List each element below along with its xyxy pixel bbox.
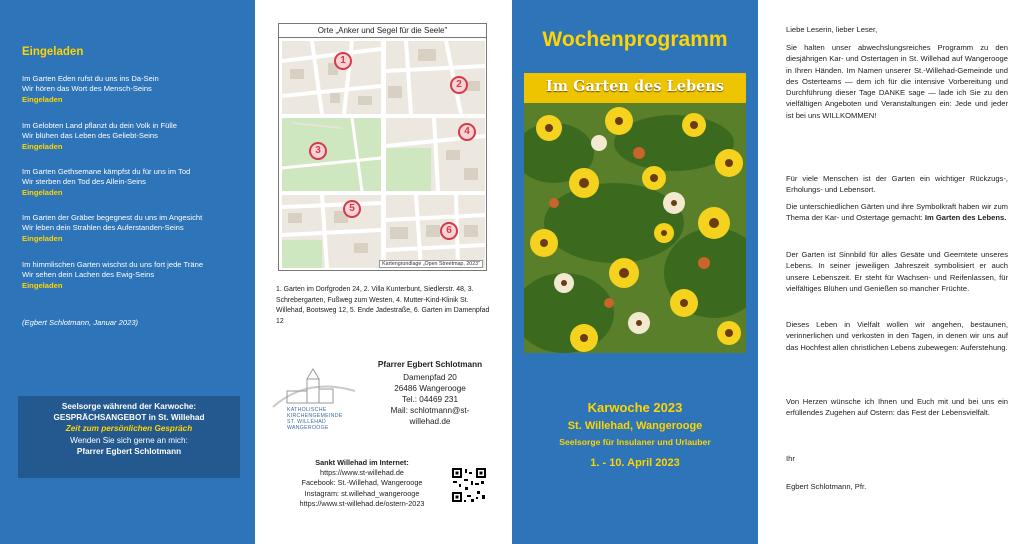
location-map (278, 23, 487, 271)
map-pin-6[interactable]: 6 (440, 222, 458, 240)
cover-subtitle: Seelsorge für Insulaner und Urlauber (559, 437, 711, 447)
stanza-line: Im Garten Gethsemane kämpfst du für uns im Tod (22, 167, 191, 176)
letter-paragraph (786, 201, 1008, 224)
stanza-line: Im Gelobten Land pflanzt du dein Volk in Fülle (22, 121, 177, 130)
letter-closing: Ihr (786, 454, 795, 463)
seelsorge-box (18, 396, 240, 478)
stanza-line: Im Garten der Gräber begegnest du uns im Angesicht (22, 213, 203, 222)
map-tile (386, 195, 485, 268)
cover-banner: Im Garten des Lebens (545, 78, 725, 95)
qr-code-icon[interactable] (451, 467, 487, 503)
logo-line: ST. WILLEHAD (287, 419, 327, 425)
poem-stanza (22, 167, 190, 198)
logo-line: KIRCHENGEMEINDE (287, 413, 343, 419)
map-panel (255, 0, 512, 544)
cover-week: Karwoche 2023 (587, 400, 683, 415)
flower-field-image (524, 73, 746, 353)
letter-panel (758, 0, 1024, 544)
stanza-invitation: Eingeladen (22, 141, 63, 151)
stanza-line: Wir sehen dein Lachen des Ewig-Seins (22, 270, 155, 280)
seelsorge-italic: Zeit zum persönlichen Gespräch (65, 424, 193, 434)
poem-stanza (22, 213, 202, 244)
contact-phone: Tel.: 04469 231 (402, 395, 458, 404)
map-pin-4[interactable]: 4 (458, 123, 476, 141)
letter-paragraph: Von Herzen wünsche ich Ihnen und Euch mit und bei uns ein erfüllendes Zugehen auf Ostern: das Fest der Lebensvielfalt. (786, 397, 1008, 418)
letter-paragraph: Der Garten ist Sinnbild für alles Gesäte und Geerntete unseres Lebens. In seiner jeweiligen Jahreszeit symbolisiert er auch unsere Lebenszeit. Er steht für Wachsen- und Reifenlassen, für vielfältiges Blühen und Genießen so mancher Früchte. (786, 250, 1008, 293)
contact-mail-domain[interactable]: willehad.de (409, 417, 451, 426)
website-link[interactable]: https://www.st-willehad.de (320, 468, 404, 478)
contact-street: Damenpfad 20 (403, 373, 457, 382)
contact-block (368, 359, 492, 427)
map-tile (282, 195, 381, 268)
map-pin-5[interactable]: 5 (343, 200, 361, 218)
contact-name: Pfarrer Egbert Schlotmann (377, 360, 483, 369)
letter-theme: Im Garten des Lebens. (924, 213, 1007, 223)
cover-place: St. Willehad, Wangerooge (567, 420, 703, 432)
contact-mail[interactable]: Mail: schlotmann@st- (390, 406, 470, 415)
facebook-link[interactable]: Facebook: St.-Willehad, Wangerooge (301, 478, 423, 488)
letter-text: Die unterschiedlichen Gärten und ihre Symbolkraft haben wir zum Thema der Kar- und Ostertage gemacht: (786, 202, 1008, 223)
map-pin-3[interactable]: 3 (309, 142, 327, 160)
internet-heading: Sankt Willehad im Internet: (315, 458, 409, 467)
stanza-line: Wir sterben den Tod des Allein-Seins (22, 177, 146, 187)
logo-text (287, 407, 343, 431)
poem-title: Eingeladen (22, 46, 84, 58)
stanza-line: Im Garten Eden rufst du uns ins Da-Sein (22, 74, 159, 83)
flower-garden-photo (524, 73, 746, 353)
logo-line: WANGEROOGE (287, 425, 329, 431)
map-pin-1[interactable]: 1 (334, 52, 352, 70)
logo-line: KATHOLISCHE (287, 407, 327, 413)
internet-block (277, 458, 447, 509)
cover-date: 1. - 10. April 2023 (590, 457, 680, 469)
letter-paragraph: Sie halten unser abwechslungsreiches Programm zu den diesjährigen Kar- und Ostertagen in St. Willehad auf Wangerooge in Ihren Händen. Im Namen unserer St.-Willehad-Gemeinde und des Osterteams — dem ich für die intensive Vorbereitung und Durchführung dieser Tage DANKE sage — lade ich Sie zu den vielfältigen Angeboten und Veranstaltungen ein: Jede und jeder ist bei uns WILLKOMMEN! (786, 43, 1008, 120)
poem-stanza (22, 74, 159, 105)
stanza-invitation: Eingeladen (22, 187, 63, 197)
map-tile (386, 41, 485, 114)
stanza-line: Wir leben dein Strahlen des Auferstanden-Seins (22, 223, 184, 233)
seelsorge-name: Pfarrer Egbert Schlotmann (76, 446, 182, 456)
poem-panel (0, 0, 255, 544)
map-tile (282, 118, 381, 191)
stanza-invitation: Eingeladen (22, 94, 63, 104)
seelsorge-line: Wenden Sie sich gerne an mich: (70, 435, 188, 445)
stanza-line: Wir hören das Wort des Mensch-Seins (22, 84, 152, 94)
cover-title: Wochenprogramm (542, 28, 728, 51)
instagram-link[interactable]: Instagram: st.willehad_wangerooge (304, 488, 420, 498)
parish-logo (267, 367, 359, 437)
stanza-invitation: Eingeladen (22, 280, 63, 290)
letter-signature: Egbert Schlotmann, Pfr. (786, 482, 867, 491)
seelsorge-heading: Seelsorge während der Karwoche: (61, 402, 197, 411)
map-tile (282, 41, 381, 114)
poem-stanza (22, 121, 177, 152)
letter-greeting: Liebe Leserin, lieber Leser, (786, 25, 878, 34)
cover-panel (512, 0, 758, 544)
contact-city: 26486 Wangerooge (394, 384, 466, 393)
stanza-invitation: Eingeladen (22, 233, 63, 243)
poem-signature: (Egbert Schlotmann, Januar 2023) (22, 318, 139, 327)
stanza-line: Im himmlischen Garten wischst du uns fort jede Träne (22, 260, 204, 269)
seelsorge-offer: GESPRÄCHSANGEBOT in St. Willehad (53, 413, 205, 423)
map-title: Orte „Anker und Segel für die Seele" (279, 24, 486, 38)
map-pin-2[interactable]: 2 (450, 76, 468, 94)
letter-paragraph: Dieses Leben in Vielfalt wollen wir angehen, bestaunen, verinnerlichen und verkosten in den Tagen, in denen wir uns auf das Hochfest allen christlichen Lebens zubewegen: Auferstehung. (786, 320, 1008, 352)
map-credit: Kartengrundlage „Open Streetmap, 2023" (379, 260, 483, 268)
easter-link[interactable]: https://www.st-willehad.de/ostern-2023 (299, 498, 425, 508)
location-legend: 1. Garten im Dorfgroden 24, 2. Villa Kunterbunt, Siedlerstr. 48, 3. Schrebergarten, Fußweg zum Westen, 4. Mutter-Kind-Klinik St. Willehad, Bootsweg 12, 5. Ende Jadestraße, 6. Garten im Damenpfad 12 (276, 286, 490, 325)
church-icon (267, 367, 359, 411)
letter-paragraph: Für viele Menschen ist der Garten ein wichtiger Rückzugs-, Erholungs- und Lebensort. (786, 174, 1008, 195)
poem-stanza (22, 260, 203, 291)
stanza-line: Wir blühen das Leben des Geliebt-Seins (22, 131, 158, 141)
